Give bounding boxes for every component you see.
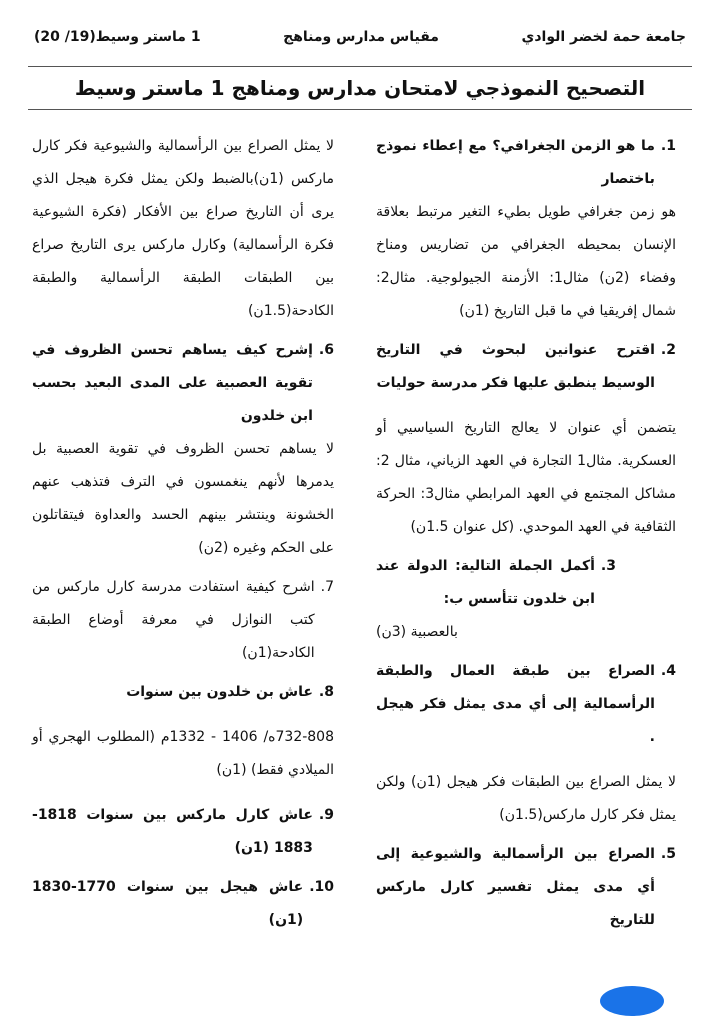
answer-3: بالعصبية (3ن) xyxy=(376,624,458,640)
right-column xyxy=(376,124,676,937)
question-5: 5. الصراع بين الرأسمالية والشيوعية إلى أي مدى يمثل تفسير كارل ماركس للتاريخ xyxy=(376,846,676,928)
question-7: 7. اشرح كيفية استفادت مدرسة كارل ماركس من كتب النوازل في معرفة أوضاع الطبقة الكادحة(1ن) xyxy=(32,579,334,661)
answer-8: 732-808ه/ 1406 - 1332م (المطلوب الهجري أو الميلادي فقط) (1ن) xyxy=(32,729,334,778)
page-title: التصحيح النموذجي لامتحان مدارس ومناهج 1 ماستر وسيط xyxy=(74,76,646,100)
subject-name: مقياس مدارس ومناهج xyxy=(283,29,439,45)
answer-2: يتضمن أي عنوان لا يعالج التاريخ السياسيي أو العسكرية. مثال1 التجارة في العهد الزياني، مثال 2: مشاكل المجتمع في العهد المرابطي مثال3: الحركة الثقافية في العهد الموحدي. (كل عنوان 1.5ن) xyxy=(376,420,676,535)
header-divider xyxy=(28,66,692,67)
left-column xyxy=(32,124,334,937)
question-6: 6. إشرح كيف يساهم تحسن الظروف في تقوية العصبية على المدى البعيد بحسب ابن خلدون xyxy=(32,342,334,424)
corner-overlay-shape xyxy=(600,986,664,1016)
title-divider xyxy=(28,109,692,110)
level-score: 1 ماستر وسيط(19/ 20) xyxy=(34,29,201,45)
question-10: 10. عاش هيجل بين سنوات 1770-1830 (1ن) xyxy=(32,879,334,928)
question-1: 1. ما هو الزمن الجغرافي؟ مع إعطاء نموذج باختصار xyxy=(376,138,676,187)
answer-4: لا يمثل الصراع بين الطبقات فكر هيجل (1ن) ولكن يمثل فكر كارل ماركس(1.5ن) xyxy=(376,774,676,823)
answer-5: لا يمثل الصراع بين الرأسمالية والشيوعية فكر كارل ماركس (1ن)بالضبط ولكن يمثل فكرة هيجل الذي يرى أن التاريخ صراع بين الأفكار (فكرة الشيوعية فكرة الرأسمالية) وكارل ماركس يرى التاريخ صراع بين الطبقات الطبقة الرأسمالية والطبقة الكادحة(1.5ن) xyxy=(32,138,334,319)
page-header xyxy=(34,22,686,52)
question-4: 4. الصراع بين طبقة العمال والطبقة الرأسمالية إلى أي مدى يمثل فكر هيجل . xyxy=(376,663,676,745)
question-9: 9. عاش كارل ماركس بين سنوات 1818-1883 (1ن) xyxy=(32,807,334,856)
answer-1: هو زمن جغرافي طويل بطيء التغير مرتبط بعلاقة الإنسان بمحيطه الجغرافي من تضاريس ومناخ وفضاء (2ن) مثال1: الأزمنة الجيولوجية. مثال2: شمال إفريقيا في ما قبل التاريخ (1ن) xyxy=(376,204,677,319)
question-8: 8. عاش بن خلدون بين سنوات xyxy=(126,684,334,700)
question-3: 3. أكمل الجملة التالية: الدولة عند ابن خلدون تتأسس ب: xyxy=(376,558,616,607)
answer-6: لا يساهم تحسن الظروف في تقوية العصبية بل يدمرها لأنهم ينغمسون في الترف فتذهب عنهم الخشونة وينتشر بينهم الحسد والعداوة فيتقاتلون على الحكم وغيره (2ن) xyxy=(32,441,334,556)
university-name: جامعة حمة لخضر الوادي xyxy=(521,29,686,45)
question-2: 2. اقترح عنوانين لبحوث في التاريخ الوسيط ينطبق عليها فكر مدرسة حوليات xyxy=(376,342,676,391)
